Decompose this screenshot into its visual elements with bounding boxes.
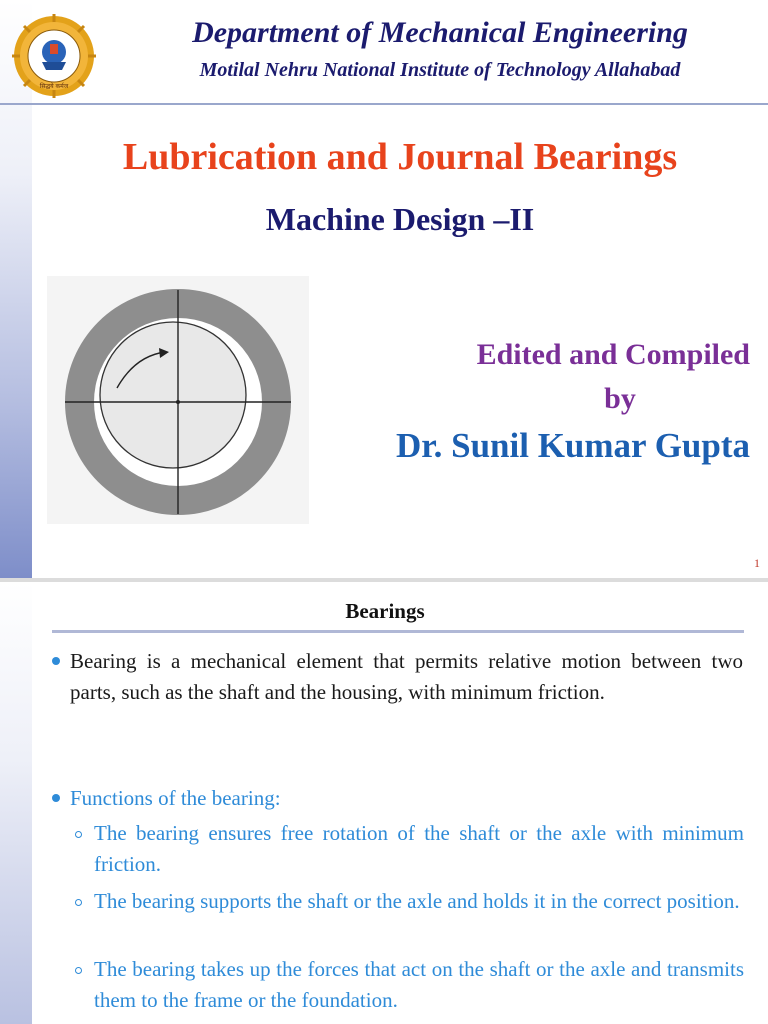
page-number: 1 xyxy=(754,556,760,570)
functions-heading: Functions of the bearing: xyxy=(70,786,281,810)
function-item: The bearing ensures free rotation of the shaft or the axle with minimum friction. xyxy=(94,821,744,876)
journal-bearing-diagram xyxy=(47,276,309,524)
header-divider xyxy=(0,103,768,105)
institute-name: Motilal Nehru National Institute of Technology Allahabad xyxy=(199,59,681,81)
slide-heading: Bearings xyxy=(345,599,425,623)
heading-rule xyxy=(52,630,744,633)
function-item: The bearing supports the shaft or the axle and holds it in the correct position. xyxy=(94,889,740,913)
sub-bullet-icon xyxy=(75,899,82,906)
bullet-icon xyxy=(52,794,60,802)
bullet-icon xyxy=(52,657,60,665)
edited-label: Edited and Compiled xyxy=(476,338,750,371)
slide-title: Lubrication and Journal Bearings xyxy=(122,136,678,178)
sub-bullet-icon xyxy=(75,831,82,838)
institute-logo-icon xyxy=(12,14,96,98)
logo-motto: सिद्धये कर्मज xyxy=(39,83,69,90)
function-item: The bearing takes up the forces that act on the shaft or the axle and transmits them to the frame or the foundation. xyxy=(94,957,744,1012)
bearing-definition: Bearing is a mechanical element that permits relative motion between two parts, such as the shaft and the housing, with minimum friction. xyxy=(70,649,743,704)
department-name: Department of Mechanical Engineering xyxy=(192,16,688,49)
bearings-slide xyxy=(0,582,768,1024)
author-name: Dr. Sunil Kumar Gupta xyxy=(396,426,750,465)
slide-subtitle: Machine Design –II xyxy=(265,201,535,237)
sub-bullet-icon xyxy=(75,967,82,974)
by-label: by xyxy=(604,382,636,415)
slide-side-gradient xyxy=(0,582,32,1024)
